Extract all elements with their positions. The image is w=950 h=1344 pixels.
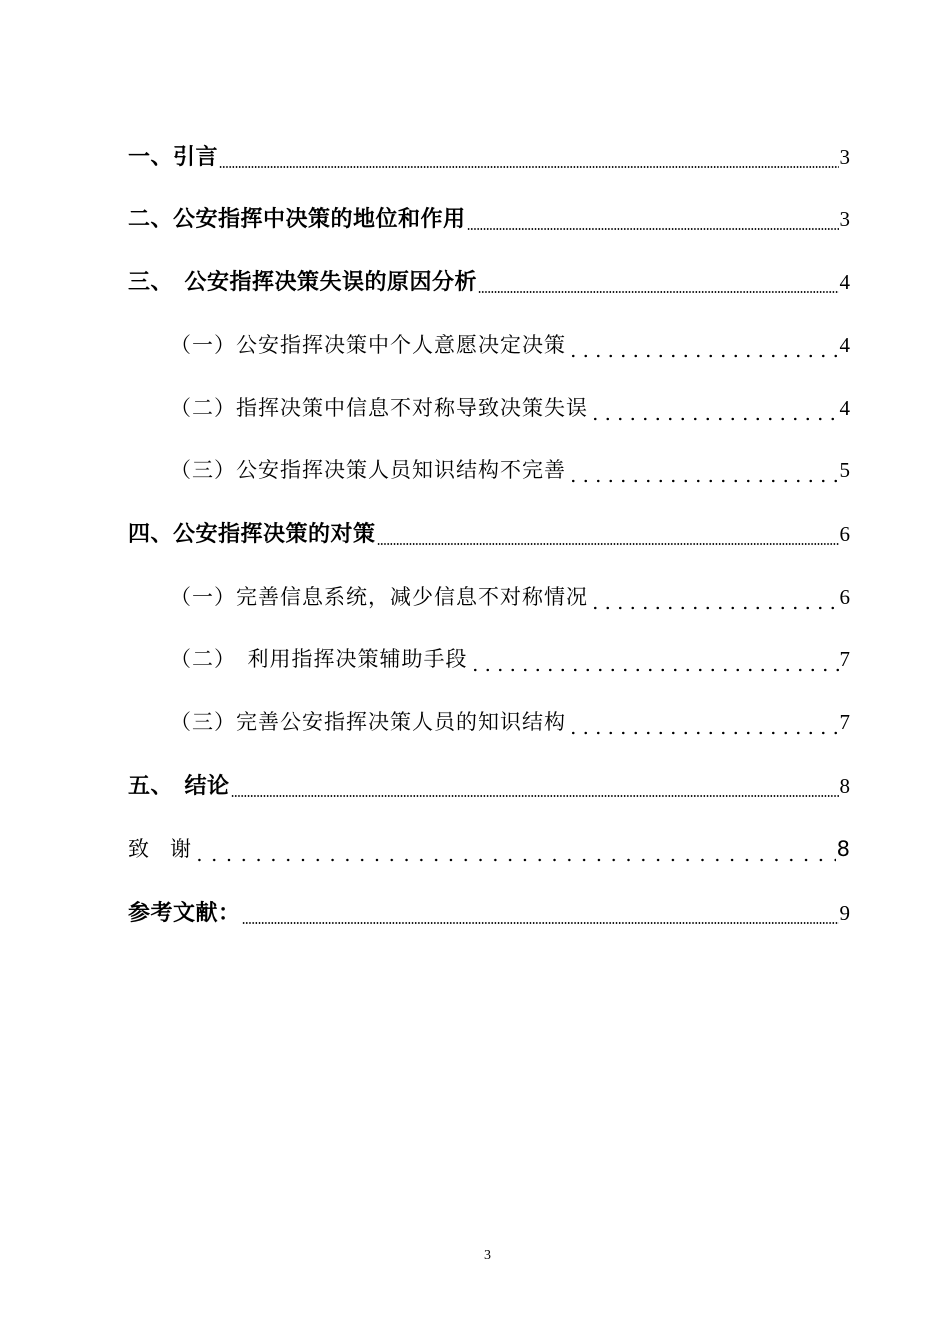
toc-dot-leader — [219, 165, 838, 169]
toc-dot-leader — [192, 858, 836, 862]
toc-entry-references[interactable] — [128, 896, 850, 936]
toc-entry-title: （一）完善信息系统，减少信息不对称情况 — [170, 585, 588, 609]
toc-entry-title: （三）公安指挥决策人员知识结构不完善 — [170, 458, 566, 482]
toc-entry-title: （一）公安指挥决策中个人意愿决定决策 — [170, 333, 566, 357]
toc-entry-page: 4 — [839, 396, 850, 420]
toc-entry-section-3-1[interactable] — [170, 329, 850, 369]
toc-entry-page: 8 — [839, 774, 850, 798]
toc-entry-page: 8 — [836, 837, 850, 861]
toc-entry-section-3-2[interactable] — [170, 392, 850, 432]
toc-dot-leader — [567, 479, 839, 483]
toc-entry-page: 4 — [839, 333, 850, 357]
toc-entry-page: 3 — [839, 207, 850, 231]
toc-entry-page: 6 — [839, 585, 850, 609]
toc-entry-section-4[interactable] — [128, 517, 850, 557]
toc-entry-title: 三、 公安指挥决策失误的原因分析 — [128, 270, 478, 295]
toc-entry-title: （二）指挥决策中信息不对称导致决策失误 — [170, 396, 588, 420]
toc-dot-leader — [589, 417, 839, 421]
page-number-footer: 3 — [484, 1248, 491, 1263]
toc-dot-leader — [242, 921, 839, 925]
toc-entry-title: 二、公安指挥中决策的地位和作用 — [128, 207, 466, 232]
toc-entry-page: 3 — [839, 145, 850, 169]
toc-dot-leader — [478, 290, 838, 294]
toc-dot-leader — [567, 354, 839, 358]
toc-entry-page: 6 — [839, 522, 850, 546]
toc-entry-title: 参考文献： — [128, 901, 241, 926]
toc-entry-title: 五、 结论 — [128, 774, 230, 799]
toc-entry-page: 4 — [839, 270, 850, 294]
toc-entry-introduction[interactable] — [128, 140, 850, 180]
toc-entry-section-2[interactable] — [128, 202, 850, 242]
toc-entry-section-4-3[interactable] — [170, 706, 850, 746]
toc-dot-leader — [469, 668, 839, 672]
toc-entry-page: 5 — [839, 458, 850, 482]
toc-dot-leader — [231, 794, 839, 798]
toc-entry-page: 7 — [839, 710, 850, 734]
toc-entry-title: （三）完善公安指挥决策人员的知识结构 — [170, 710, 566, 734]
toc-entry-section-3[interactable] — [128, 265, 850, 305]
toc-entry-title: （二） 利用指挥决策辅助手段 — [170, 647, 468, 671]
toc-entry-conclusion[interactable] — [128, 769, 850, 809]
toc-entry-title: 致 谢 — [128, 837, 191, 861]
toc-entry-title: 四、公安指挥决策的对策 — [128, 522, 376, 547]
toc-entry-title: 一、引言 — [128, 145, 219, 170]
toc-dot-leader — [567, 731, 839, 735]
toc-entry-section-3-3[interactable] — [170, 454, 850, 494]
toc-entry-page: 9 — [839, 901, 850, 925]
toc-dot-leader — [377, 542, 839, 546]
toc-dot-leader — [467, 227, 839, 231]
toc-dot-leader — [589, 606, 839, 610]
toc-entry-section-4-2[interactable] — [170, 643, 850, 683]
toc-entry-acknowledgements[interactable] — [128, 833, 850, 873]
toc-entry-page: 7 — [839, 647, 850, 671]
toc-entry-section-4-1[interactable] — [170, 581, 850, 621]
